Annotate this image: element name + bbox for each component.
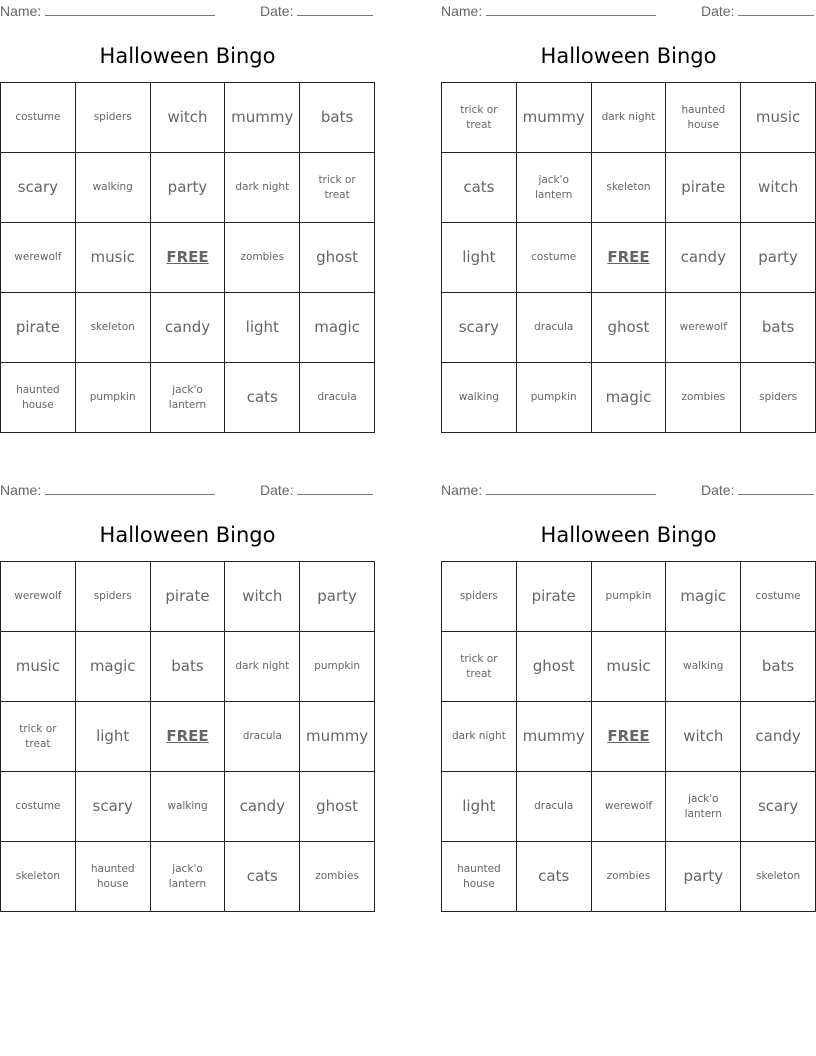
bingo-cell: bats <box>741 293 816 363</box>
bingo-cell: cats <box>225 842 300 912</box>
bingo-cell: mummy <box>517 702 592 772</box>
card-title: Halloween Bingo <box>540 523 717 547</box>
bingo-cell: party <box>300 562 375 632</box>
name-label: Name: <box>441 3 483 19</box>
date-blank-line <box>297 481 373 495</box>
name-blank-line <box>486 2 656 16</box>
bingo-cell: dark night <box>225 632 300 702</box>
bingo-cell: skeleton <box>592 153 667 223</box>
bingo-grid <box>441 82 816 433</box>
free-space: FREE <box>592 223 667 293</box>
name-label: Name: <box>0 482 42 498</box>
date-field <box>701 2 814 19</box>
bingo-cell: magic <box>300 293 375 363</box>
bingo-card <box>441 479 816 914</box>
bingo-cell: jack'o lantern <box>666 772 741 842</box>
bingo-cell: mummy <box>517 83 592 153</box>
bingo-cell: music <box>592 632 667 702</box>
bingo-cell: jack'o lantern <box>517 153 592 223</box>
name-blank-line <box>45 2 215 16</box>
card-header <box>441 2 816 20</box>
date-label: Date: <box>701 482 735 498</box>
bingo-cell: pumpkin <box>592 562 667 632</box>
bingo-cell: walking <box>151 772 226 842</box>
bingo-grid <box>0 561 375 912</box>
bingo-cell: spiders <box>442 562 517 632</box>
date-blank-line <box>738 481 814 495</box>
bingo-cell: jack'o lantern <box>151 363 226 433</box>
name-field <box>441 2 656 19</box>
bingo-cell: dark night <box>225 153 300 223</box>
card-title: Halloween Bingo <box>99 44 276 68</box>
bingo-card <box>441 0 816 435</box>
bingo-cell: party <box>741 223 816 293</box>
date-label: Date: <box>260 3 294 19</box>
bingo-cell: magic <box>76 632 151 702</box>
bingo-cell: light <box>76 702 151 772</box>
bingo-cell: zombies <box>225 223 300 293</box>
bingo-cell: haunted house <box>1 363 76 433</box>
bingo-cell: dracula <box>300 363 375 433</box>
date-label: Date: <box>260 482 294 498</box>
bingo-cell: scary <box>76 772 151 842</box>
bingo-cell: walking <box>666 632 741 702</box>
bingo-cell: bats <box>151 632 226 702</box>
bingo-cell: costume <box>517 223 592 293</box>
bingo-cell: haunted house <box>442 842 517 912</box>
bingo-cell: pirate <box>1 293 76 363</box>
bingo-cell: zombies <box>666 363 741 433</box>
bingo-cell: witch <box>225 562 300 632</box>
bingo-cell: pumpkin <box>300 632 375 702</box>
bingo-cell: trick or treat <box>300 153 375 223</box>
bingo-cell: cats <box>517 842 592 912</box>
name-field <box>0 2 215 19</box>
bingo-cell: werewolf <box>1 223 76 293</box>
bingo-cell: magic <box>666 562 741 632</box>
bingo-cell: pirate <box>151 562 226 632</box>
bingo-cell: witch <box>151 83 226 153</box>
bingo-cell: light <box>442 772 517 842</box>
name-label: Name: <box>441 482 483 498</box>
bingo-cell: costume <box>741 562 816 632</box>
free-space: FREE <box>592 702 667 772</box>
bingo-cell: scary <box>741 772 816 842</box>
free-space: FREE <box>151 223 226 293</box>
date-blank-line <box>738 2 814 16</box>
bingo-grid <box>441 561 816 912</box>
bingo-cell: cats <box>225 363 300 433</box>
bingo-cell: light <box>442 223 517 293</box>
bingo-cell: magic <box>592 363 667 433</box>
bingo-cell: zombies <box>592 842 667 912</box>
bingo-cell: haunted house <box>76 842 151 912</box>
date-field <box>701 481 814 498</box>
bingo-cell: music <box>1 632 76 702</box>
bingo-cell: candy <box>666 223 741 293</box>
bingo-cell: scary <box>1 153 76 223</box>
bingo-cell: dracula <box>517 772 592 842</box>
bingo-cell: party <box>151 153 226 223</box>
bingo-cell: pirate <box>666 153 741 223</box>
bingo-cell: walking <box>76 153 151 223</box>
bingo-cell: bats <box>741 632 816 702</box>
bingo-cell: dark night <box>592 83 667 153</box>
bingo-cell: zombies <box>300 842 375 912</box>
bingo-cell: witch <box>666 702 741 772</box>
bingo-cell: spiders <box>76 83 151 153</box>
bingo-cell: pumpkin <box>517 363 592 433</box>
bingo-cell: skeleton <box>741 842 816 912</box>
date-blank-line <box>297 2 373 16</box>
name-blank-line <box>45 481 215 495</box>
bingo-cell: costume <box>1 83 76 153</box>
bingo-card <box>0 479 375 914</box>
bingo-cell: dark night <box>442 702 517 772</box>
bingo-cell: jack'o lantern <box>151 842 226 912</box>
bingo-cell: party <box>666 842 741 912</box>
card-header <box>441 481 816 499</box>
bingo-cell: mummy <box>300 702 375 772</box>
free-space: FREE <box>151 702 226 772</box>
date-label: Date: <box>701 3 735 19</box>
bingo-cell: pumpkin <box>76 363 151 433</box>
bingo-cell: witch <box>741 153 816 223</box>
date-field <box>260 2 373 19</box>
name-field <box>0 481 215 498</box>
name-blank-line <box>486 481 656 495</box>
bingo-cell: light <box>225 293 300 363</box>
card-title: Halloween Bingo <box>99 523 276 547</box>
bingo-cell: werewolf <box>1 562 76 632</box>
card-header <box>0 2 375 20</box>
name-field <box>441 481 656 498</box>
bingo-cell: werewolf <box>592 772 667 842</box>
name-label: Name: <box>0 3 42 19</box>
bingo-cell: ghost <box>517 632 592 702</box>
bingo-cell: skeleton <box>76 293 151 363</box>
bingo-cell: pirate <box>517 562 592 632</box>
bingo-cell: costume <box>1 772 76 842</box>
bingo-cell: walking <box>442 363 517 433</box>
bingo-cell: cats <box>442 153 517 223</box>
bingo-card <box>0 0 375 435</box>
bingo-cell: ghost <box>592 293 667 363</box>
bingo-cell: werewolf <box>666 293 741 363</box>
bingo-cell: bats <box>300 83 375 153</box>
bingo-cell: haunted house <box>666 83 741 153</box>
bingo-cell: scary <box>442 293 517 363</box>
bingo-cell: ghost <box>300 223 375 293</box>
bingo-cell: candy <box>741 702 816 772</box>
bingo-grid <box>0 82 375 433</box>
bingo-cell: trick or treat <box>1 702 76 772</box>
card-title: Halloween Bingo <box>540 44 717 68</box>
card-header <box>0 481 375 499</box>
bingo-cell: spiders <box>741 363 816 433</box>
bingo-cell: trick or treat <box>442 632 517 702</box>
date-field <box>260 481 373 498</box>
bingo-cell: trick or treat <box>442 83 517 153</box>
bingo-cell: dracula <box>517 293 592 363</box>
bingo-cell: music <box>741 83 816 153</box>
bingo-cell: dracula <box>225 702 300 772</box>
bingo-cell: ghost <box>300 772 375 842</box>
bingo-cell: spiders <box>76 562 151 632</box>
bingo-cell: mummy <box>225 83 300 153</box>
bingo-cell: music <box>76 223 151 293</box>
bingo-cell: candy <box>151 293 226 363</box>
bingo-cell: skeleton <box>1 842 76 912</box>
bingo-cell: candy <box>225 772 300 842</box>
